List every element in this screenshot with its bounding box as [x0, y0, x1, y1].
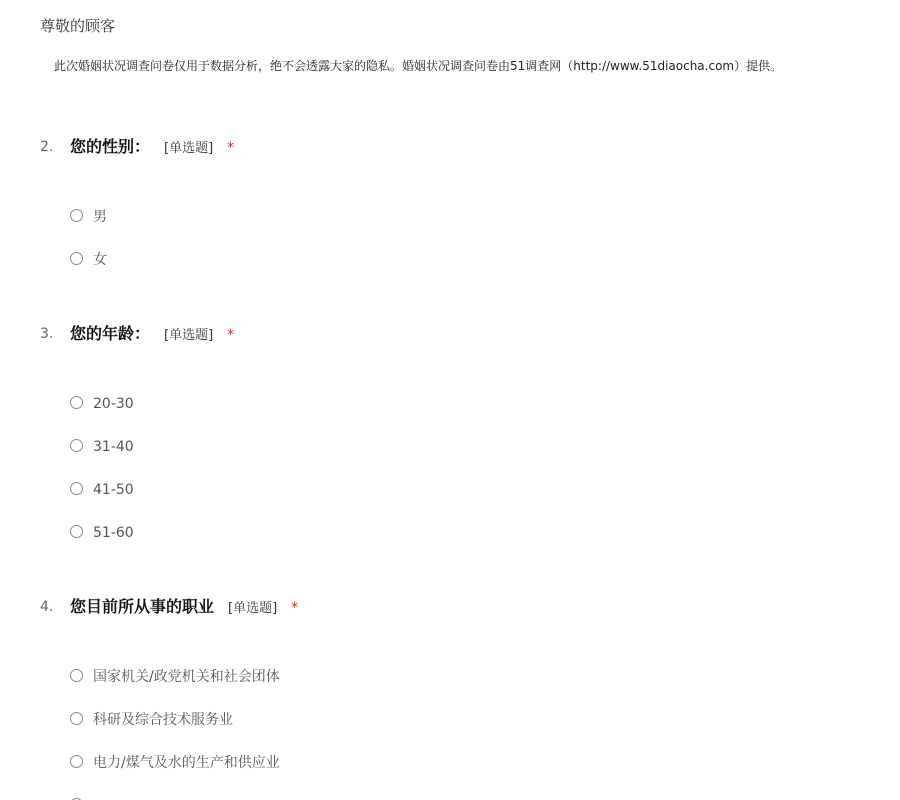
radio-button[interactable]: [70, 755, 83, 768]
option-label: 20-30: [93, 396, 134, 412]
required-mark: *: [227, 140, 235, 156]
question-title: 您目前所从事的职业: [70, 597, 215, 616]
question-title-row: [70, 595, 298, 621]
question-title-row: [70, 322, 234, 348]
option-label: 国家机关/政党机关和社会团体: [93, 669, 280, 685]
option-label: 41-50: [93, 482, 134, 498]
radio-button[interactable]: [70, 482, 83, 495]
question-number: 3.: [40, 326, 54, 342]
radio-button[interactable]: [70, 525, 83, 538]
question-header: [0, 595, 900, 619]
question-header: [0, 135, 900, 159]
question-type-label: [单选题]: [228, 601, 278, 616]
radio-button[interactable]: [70, 712, 83, 725]
option-label: 电力/煤气及水的生产和供应业: [93, 755, 280, 771]
radio-button[interactable]: [70, 669, 83, 682]
radio-button[interactable]: [70, 396, 83, 409]
question-type-label: [单选题]: [164, 141, 214, 156]
question-header: [0, 322, 900, 346]
question-title: 您的年龄：: [70, 324, 151, 343]
question-title-row: [70, 135, 234, 161]
option-label: 科研及综合技术服务业: [93, 712, 233, 728]
greeting-heading: 尊敬的顾客: [40, 17, 116, 35]
option-label: 男: [93, 209, 107, 225]
radio-button[interactable]: [70, 252, 83, 265]
intro-text: 此次婚姻状况调查问卷仅用于数据分析，绝不会透露大家的隐私。婚姻状况调查问卷由51调查网（http://www.51diaocha.com）提供。: [54, 59, 783, 73]
question-number: 2.: [40, 139, 54, 155]
question-number: 4.: [40, 599, 54, 615]
option-label: 31-40: [93, 439, 134, 455]
radio-button[interactable]: [70, 439, 83, 452]
required-mark: *: [227, 327, 235, 343]
required-mark: *: [291, 600, 299, 616]
question-type-label: [单选题]: [164, 328, 214, 343]
option-label: 女: [93, 252, 107, 268]
option-label: 51-60: [93, 525, 134, 541]
question-title: 您的性别：: [70, 137, 151, 156]
radio-button[interactable]: [70, 209, 83, 222]
